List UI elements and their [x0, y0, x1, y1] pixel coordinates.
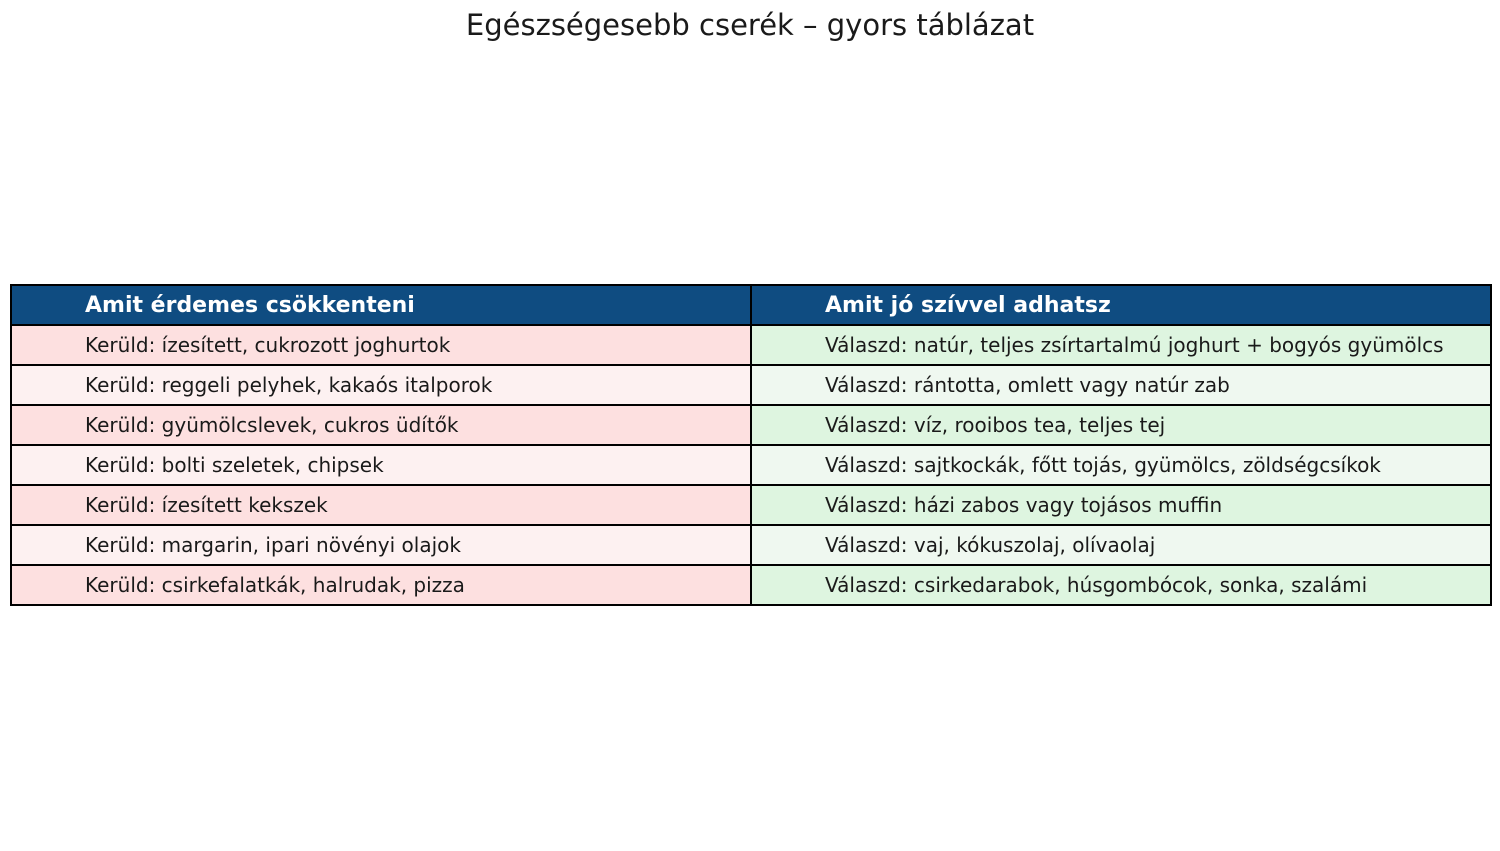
- table-row: [11, 405, 1491, 445]
- avoid-cell: Kerüld: gyümölcslevek, cukros üdítők: [11, 405, 751, 445]
- table-row: [11, 365, 1491, 405]
- avoid-cell: Kerüld: margarin, ipari növényi olajok: [11, 525, 751, 565]
- chart-title: Egészségesebb cserék – gyors táblázat: [465, 8, 1035, 42]
- choose-cell: Válaszd: házi zabos vagy tojásos muffin: [751, 485, 1491, 525]
- choose-cell: Válaszd: sajtkockák, főtt tojás, gyümölcs, zöldségcsíkok: [751, 445, 1491, 485]
- choose-cell: Válaszd: rántotta, omlett vagy natúr zab: [751, 365, 1491, 405]
- table-row: [11, 525, 1491, 565]
- choose-cell: Válaszd: vaj, kókuszolaj, olívaolaj: [751, 525, 1491, 565]
- header-row: [11, 285, 1491, 325]
- table-row: [11, 325, 1491, 365]
- choose-cell: Válaszd: natúr, teljes zsírtartalmú joghurt + bogyós gyümölcs: [751, 325, 1491, 365]
- column-header-choose: Amit jó szívvel adhatsz: [751, 285, 1491, 325]
- table-body: [11, 325, 1491, 605]
- choose-cell: Válaszd: víz, rooibos tea, teljes tej: [751, 405, 1491, 445]
- swap-table: [10, 284, 1492, 606]
- avoid-cell: Kerüld: csirkefalatkák, halrudak, pizza: [11, 565, 751, 605]
- avoid-cell: Kerüld: ízesített kekszek: [11, 485, 751, 525]
- avoid-cell: Kerüld: reggeli pelyhek, kakaós italporok: [11, 365, 751, 405]
- choose-cell: Válaszd: csirkedarabok, húsgombócok, sonka, szalámi: [751, 565, 1491, 605]
- table-row: [11, 485, 1491, 525]
- column-header-avoid: Amit érdemes csökkenteni: [11, 285, 751, 325]
- table-row: [11, 565, 1491, 605]
- table-row: [11, 445, 1491, 485]
- avoid-cell: Kerüld: ízesített, cukrozott joghurtok: [11, 325, 751, 365]
- avoid-cell: Kerüld: bolti szeletek, chipsek: [11, 445, 751, 485]
